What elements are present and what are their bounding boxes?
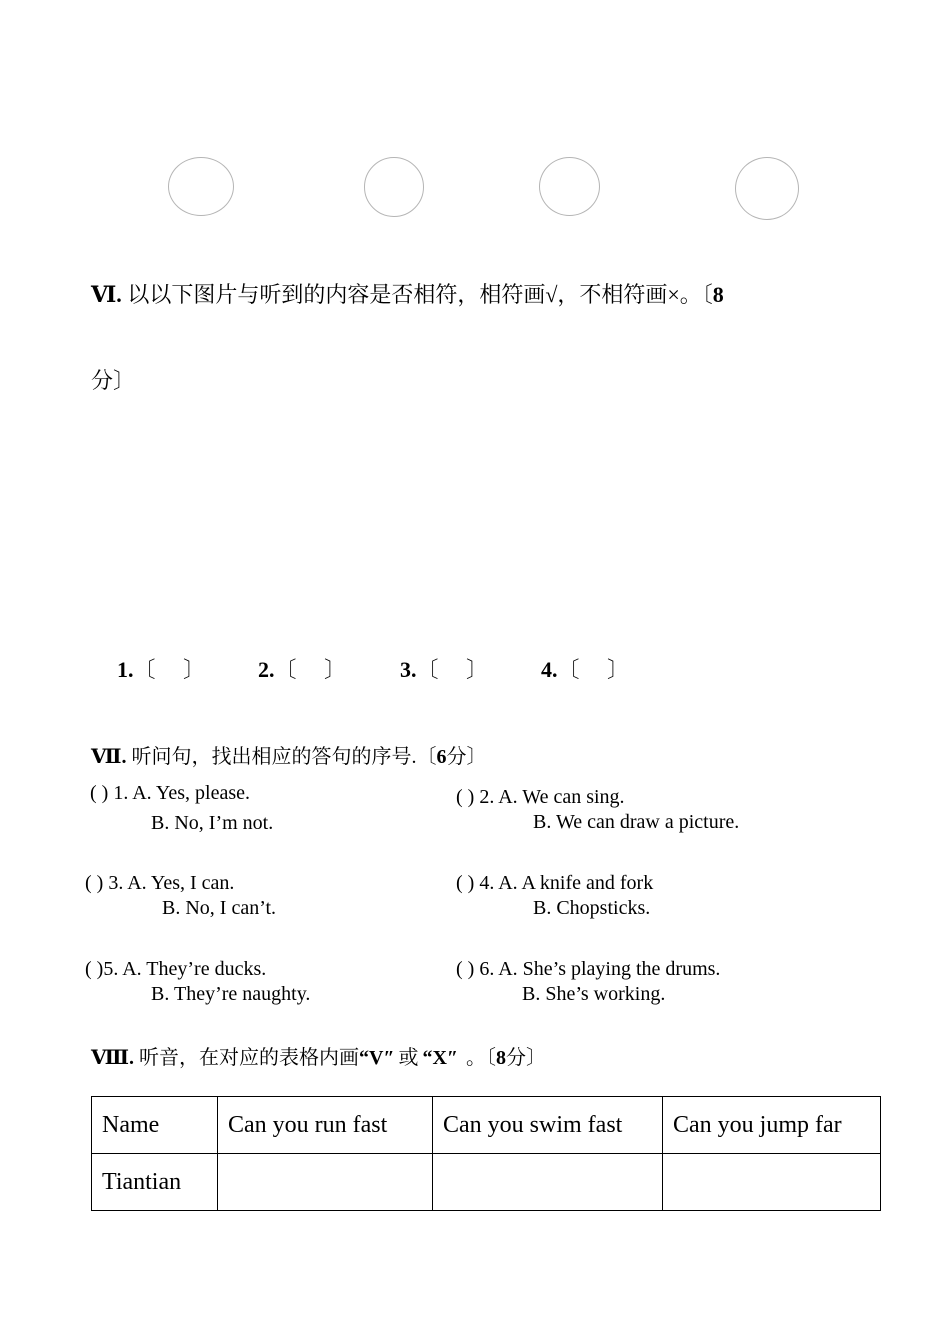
question-line2: B. No, I’m not. [151,812,274,834]
circle-1 [168,157,234,216]
blank-paren[interactable]: 〔 〕 [557,657,630,682]
question-line2: B. Chopsticks. [533,897,651,919]
answer-blank-2 [258,653,346,684]
section6-heading [91,278,724,309]
circle-4 [735,157,799,220]
section7-points-open: 〔 [416,746,437,768]
section8-heading [91,1041,546,1070]
table-header-row [92,1097,881,1154]
mark-x: “X″ [422,1047,458,1069]
section7-points: 6 [436,746,447,768]
question-line2: B. She’s working. [522,983,666,1005]
mark-v: “V″ [359,1047,395,1069]
blank-number: 1. [117,657,134,682]
cell-name: Tiantian [92,1154,218,1211]
section7-instruction: 听问句，找出相应的答句的序号. [126,746,417,768]
cell-jump[interactable] [663,1154,881,1211]
section7-numeral: Ⅶ. [91,746,127,768]
section8-numeral: Ⅷ. [91,1047,134,1069]
blank-number: 4. [541,657,558,682]
blank-paren[interactable]: 〔 〕 [133,657,206,682]
section6-instruction: 以以下图片与听到的内容是否相符，相符画√，不相符画×。〔 [127,282,713,307]
answer-blank-3 [400,653,488,684]
question-line1: ( ) 3. A. Yes, I can. [85,872,235,894]
question-line2: B. We can draw a picture. [533,811,740,833]
blank-paren[interactable]: 〔 〕 [416,657,489,682]
question-line1: ( ) 2. A. We can sing. [456,786,625,808]
question-line1: ( ) 6. A. She’s playing the drums. [456,958,721,980]
section7-points-close: 分〕 [446,746,487,768]
blank-number: 2. [258,657,275,682]
section6-numeral: Ⅵ. [91,282,122,307]
question-3 [85,870,276,921]
blank-number: 3. [400,657,417,682]
question-1 [90,780,273,836]
question-4 [456,870,653,921]
question-6 [456,956,720,1007]
question-line1: ( ) 1. A. Yes, please. [90,782,250,804]
section8-points: 8 [496,1047,506,1069]
section8-or: 或 [398,1047,419,1069]
question-line2: B. No, I can’t. [162,897,277,919]
header-swim: Can you swim fast [433,1097,663,1154]
answer-table [91,1096,881,1211]
circle-3 [539,157,600,216]
question-line2: B. They’re naughty. [151,983,311,1005]
blank-paren[interactable]: 〔 〕 [274,657,347,682]
section6-points: 8 [712,282,724,307]
question-5 [85,956,310,1007]
section7-heading [91,740,487,769]
header-run: Can you run fast [218,1097,433,1154]
header-name: Name [92,1097,218,1154]
question-line1: ( ) 4. A. A knife and fork [456,872,654,894]
cell-swim[interactable] [433,1154,663,1211]
section8-instruction-end: 。〔 [466,1047,496,1069]
question-2 [456,784,739,835]
section8-points-close: 分〕 [506,1047,546,1069]
answer-blank-1 [117,653,205,684]
section6-heading-cont: 分〕 [91,368,136,393]
section8-instruction: 听音，在对应的表格内画 [134,1047,359,1069]
table-row [92,1154,881,1211]
cell-run[interactable] [218,1154,433,1211]
question-line1: ( )5. A. They’re ducks. [85,958,267,980]
answer-blank-4 [541,653,629,684]
header-jump: Can you jump far [663,1097,881,1154]
circle-2 [364,157,424,217]
